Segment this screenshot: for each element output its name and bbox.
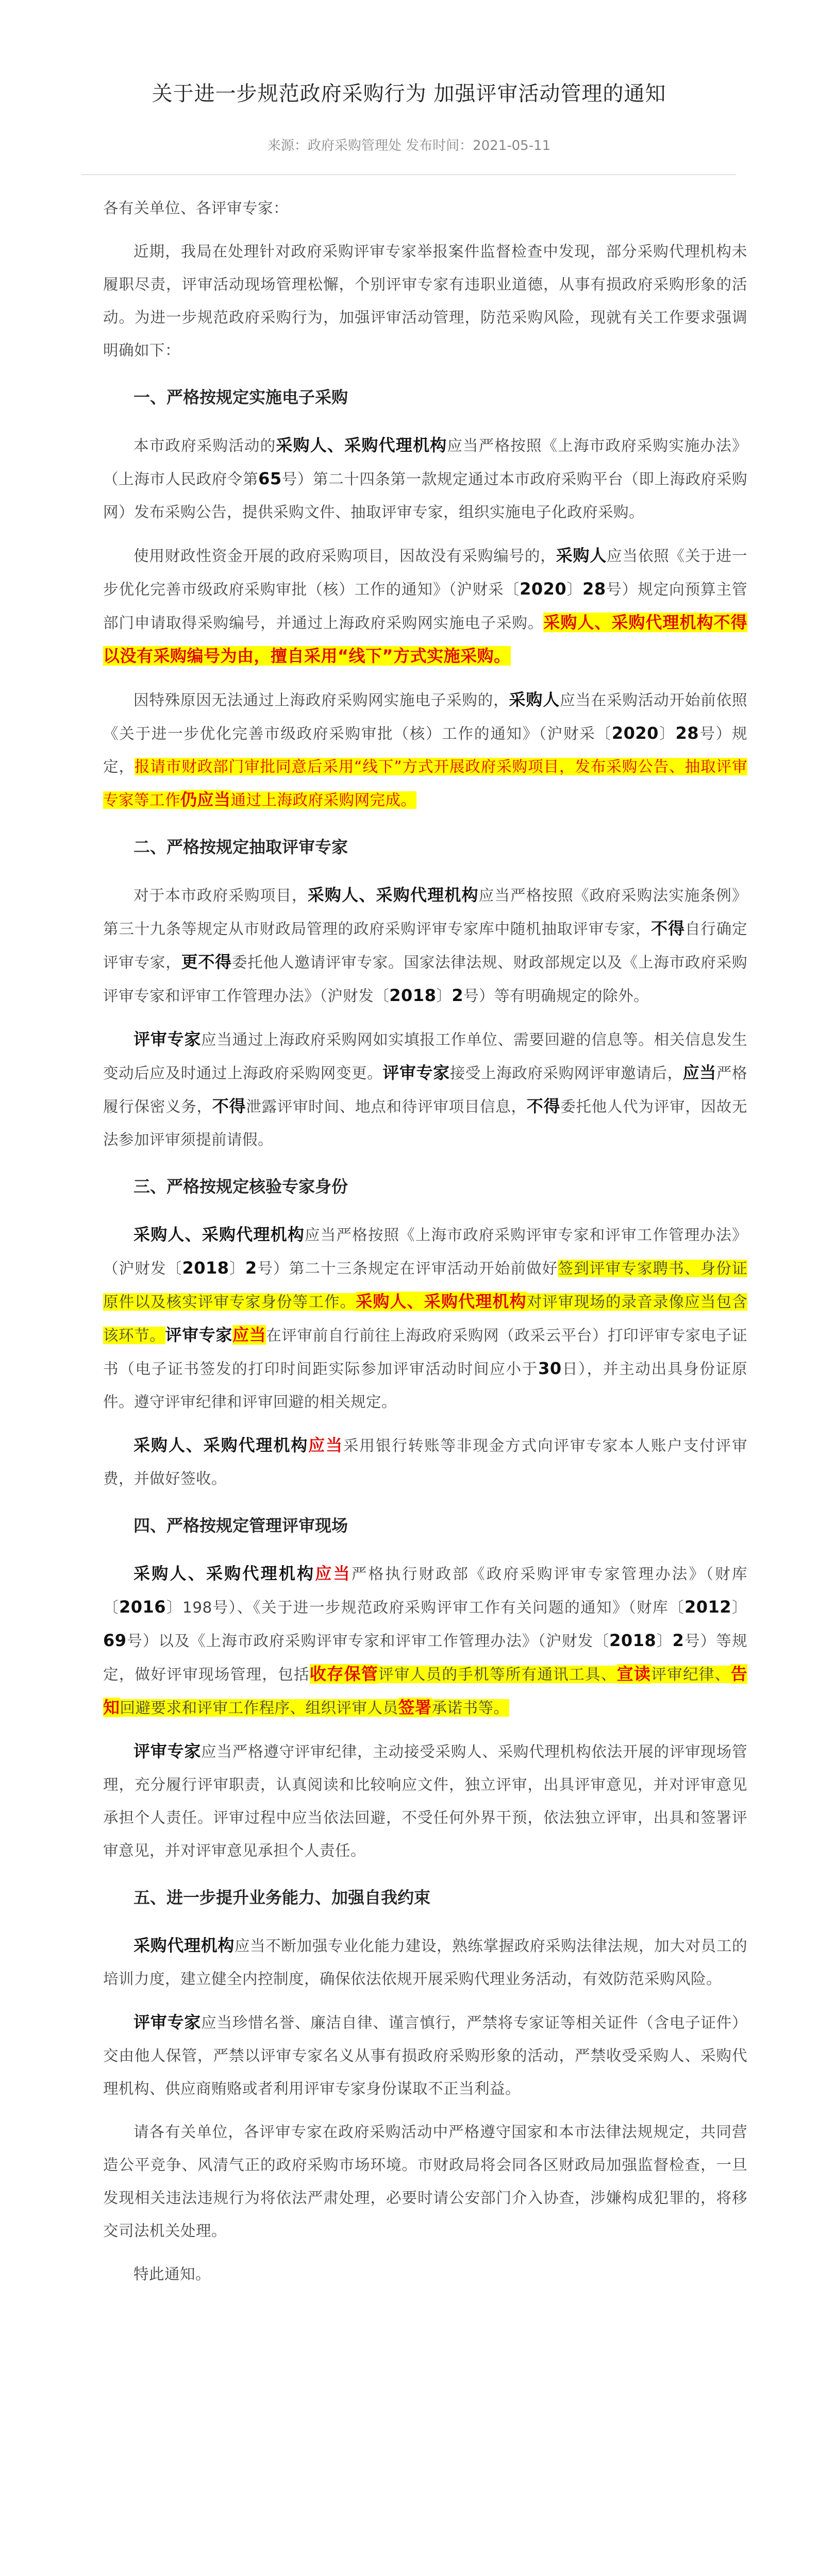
text: 应当不断加强专业化能力建设，熟练掌握政府采购法律法规，加大对员工的培训力度，建立健全内控制度，确保依法依规开展采购代理业务活动，有效防范采购风险。 (103, 1937, 747, 1988)
emphasis: 采购人 (556, 546, 607, 565)
text: 号）规定向预算主管部门申请取得采购编号，并通过上海政府采购网实施电子采购。 (103, 581, 747, 632)
section-1-heading: 一、严格按规定实施电子采购 (133, 387, 348, 407)
text: 自行确定评审专家， (103, 920, 747, 971)
text: 号）规定， (103, 725, 747, 775)
emphasis: 2020 (611, 723, 659, 743)
section-2-paragraph-2 (103, 1023, 747, 1156)
section-1-paragraph-2 (103, 539, 747, 673)
text: 委托他人代为评审，因故无法参加评审须提前请假。 (103, 1098, 747, 1148)
highlight: 报请市财政部门审批同意后采用“线下”方式开展政府采购项目， (134, 758, 575, 775)
text: 〕 (656, 1632, 673, 1650)
emphasis: 评审专家 (165, 1325, 232, 1345)
text: 〕 (658, 725, 676, 742)
highlight: 对评审现场的录音录像应当包含该环节。 (103, 1293, 747, 1344)
salutation: 各有关单位、各评审专家： (103, 199, 289, 217)
publish-meta: 来源：政府采购管理处 发布时间：2021-05-11 (267, 138, 551, 154)
emphasis: 65 (258, 469, 282, 488)
highlight: 承诺书等。 (431, 1699, 509, 1717)
emphasis: 28 (675, 723, 699, 743)
section-2-heading: 二、严格按规定抽取评审专家 (133, 837, 348, 857)
text: 应当严格按照《上海市政府采购评审专家和评审工作管理办法》（沪财发〔 (103, 1226, 747, 1277)
text: 号）以及《上海市政府采购评审专家和评审工作管理办法》（沪财发〔 (126, 1632, 610, 1650)
emphasis: 2018 (182, 1258, 229, 1278)
text: 应当珍惜名誉、廉洁自律、谨言慎行，严禁将专家证等相关证件（含电子证件）交由他人保管，严禁以评审专家名义从事有损政府采购形象的活动，严禁收受采购人、采购代理机构、供应商贿赂或者利用评审专家身份谋取不正当利益。 (103, 2014, 747, 2097)
text: 接受上海政府采购网评审邀请后， (449, 1064, 683, 1082)
closing-note: 特此通知。 (133, 2265, 211, 2283)
text: 〕 (731, 1599, 747, 1616)
text: 对于本市政府采购项目， (133, 887, 308, 904)
highlight: 签署 (398, 1698, 432, 1717)
section-1-paragraph-1 (103, 429, 747, 529)
emphasis: 采购人、采购代理机构 (133, 1225, 305, 1244)
section-1-paragraph-3 (103, 683, 747, 817)
text: 〕 (229, 1260, 245, 1277)
text: 〕198号）、《关于进一步规范政府采购评审工作有关问题的通知》（财库〔 (166, 1599, 685, 1616)
emphasis: 采购代理机构 (133, 1936, 235, 1955)
text: 号）等规定，做好评审现场管理，包括 (103, 1632, 747, 1683)
highlight: 仍应当 (180, 790, 231, 809)
text: 因特殊原因无法通过上海政府采购网实施电子采购的， (133, 691, 509, 709)
emphasis: 评审专家 (133, 1741, 202, 1761)
text: 〕 (566, 581, 583, 598)
emphasis: 更不得 (181, 952, 232, 972)
section-5-heading: 五、进一步提升业务能力、加强自我约束 (133, 1888, 431, 1907)
emphasis: 评审专家 (382, 1063, 450, 1082)
text: 应当通过上海政府采购网如实填报工作单位、需要回避的信息等。相关信息发生变动后应及时通过上海政府采购网变更。 (103, 1031, 747, 1082)
highlight: 采购人、采购代理机构 (356, 1292, 527, 1311)
section-5-paragraph-2 (103, 2006, 747, 2105)
text: 号）第二十三条规定在评审活动开始前做好 (257, 1260, 558, 1277)
section-3-paragraph-1 (103, 1218, 747, 1418)
section-5-paragraph-1 (103, 1929, 747, 1995)
emphasis: 2 (452, 986, 464, 1005)
highlight: 宣读 (616, 1664, 652, 1684)
text: 本市政府采购活动的 (133, 437, 276, 454)
text: 采用银行转账等非现金方式向评审专家本人账户支付评审费，并做好签收。 (103, 1437, 747, 1487)
highlight: 发布采购公告、抽取评审专家等工作 (103, 758, 747, 809)
emphasis: 采购人、采购代理机构 (276, 435, 447, 455)
emphasis: 评审专家 (133, 2012, 202, 2032)
text: 号）第二十四条第一款规定通过本市政府采购平台（即上海政府采购网）发布采购公告，提供采购文件、抽取评审专家，组织实施电子化政府采购。 (103, 470, 747, 521)
emphasis: 采购人、采购代理机构 (307, 885, 479, 905)
emphasis: 30 (538, 1359, 562, 1378)
emphasis: 69 (103, 1631, 127, 1650)
emphasis: 应当 (315, 1564, 352, 1583)
closing-paragraph: 请各有关单位，各评审专家在政府采购活动中严格遵守国家和本市法律法规规定，共同营造公平竞争、风清气正的政府采购市场环境。市财政局将会同各区财政局加强监督检查，一旦发现相关违法违规行为将依法严肃处理，必要时请公安部门介入协查，涉嫌构成犯罪的，将移交司法机关处理。 (103, 2123, 747, 2240)
section-4-heading: 四、严格按规定管理评审现场 (133, 1516, 348, 1535)
highlight: 告知 (103, 1664, 747, 1717)
emphasis: 采购人、采购代理机构 (133, 1564, 315, 1583)
text: 应当严格按照《政府采购法实施条例》第三十九条等规定从市财政局管理的政府采购评审专家库中随机抽取评审专家， (103, 887, 747, 938)
intro-paragraph: 近期，我局在处理针对政府采购评审专家举报案件监督检查中发现，部分采购代理机构未履职尽责，评审活动现场管理松懈，个别评审专家有违职业道德，从事有损政府采购形象的活动。为进一步规范政府采购行为，加强评审活动管理，防范采购风险，现就有关工作要求强调明确如下： (103, 243, 747, 359)
section-3-paragraph-2 (103, 1429, 747, 1495)
highlight: 通过上海政府采购网完成。 (230, 791, 416, 809)
highlight: 签到评审专家聘书、身份证原件以及核实评审专家身份等工作。 (103, 1260, 747, 1311)
emphasis: 2018 (389, 986, 437, 1005)
highlight: 评审纪律、 (651, 1666, 731, 1683)
highlight: 回避要求和评审工作程序、组织评审人员 (120, 1699, 398, 1717)
text: 〕 (436, 987, 452, 1005)
section-2-paragraph-1 (103, 878, 747, 1012)
emphasis: 采购人 (509, 690, 560, 709)
section-3-heading: 三、严格按规定核验专家身份 (133, 1177, 348, 1196)
emphasis: 不得 (212, 1096, 246, 1116)
emphasis: 2018 (609, 1631, 657, 1650)
text: 严格履行保密义务， (103, 1064, 747, 1115)
emphasis: 采购人、采购代理机构 (133, 1435, 309, 1455)
highlight: 收存保管 (309, 1664, 379, 1684)
text: 号）等有明确规定的除外。 (463, 987, 649, 1005)
section-4-paragraph-2 (103, 1735, 747, 1867)
text: 严格执行财政部《政府采购评审专家管理办法》（财库〔 (103, 1565, 747, 1616)
title-divider (81, 174, 736, 175)
emphasis: 2 (672, 1631, 685, 1650)
emphasis: 应当 (682, 1063, 716, 1082)
emphasis: 2 (245, 1258, 257, 1278)
section-4-paragraph-1 (103, 1557, 747, 1724)
text: 应当严格按照《上海市政府采购实施办法》（上海市人民政府令第 (103, 437, 747, 488)
emphasis: 评审专家 (133, 1029, 202, 1049)
highlight: 采购人、采购代理机构不得以没有采购编号为由，擅自采用“线下”方式实施采购。 (103, 613, 747, 666)
emphasis: 2012 (684, 1597, 732, 1617)
highlight: 评审人员的手机等所有通讯工具、 (378, 1666, 617, 1683)
text: 委托他人邀请评审专家。国家法律法规、财政部规定以及《上海市政府采购评审专家和评审工作管理办法》（沪财发〔 (103, 954, 747, 1005)
text: 应当严格遵守评审纪律，主动接受采购人、采购代理机构依法开展的评审现场管理，充分履行评审职责，认真阅读和比较响应文件，独立评审，出具评审意见，并对评审意见承担个人责任。评审过程中应当依法回避，不受任何外界干预，依法独立评审，出具和签署评审意见，并对评审意见承担个人责任。 (103, 1743, 747, 1859)
emphasis: 2016 (119, 1597, 166, 1617)
highlight: 应当 (232, 1325, 266, 1345)
page-title: 关于进一步规范政府采购行为 加强评审活动管理的通知 (152, 82, 666, 106)
emphasis: 应当 (308, 1435, 343, 1455)
text: 应当依照《关于进一步优化完善市级政府采购审批（核）工作的通知》（沪财采〔 (103, 547, 747, 598)
emphasis: 28 (582, 579, 606, 599)
emphasis: 不得 (526, 1096, 561, 1116)
text: 泄露评审时间、地点和待评审项目信息， (246, 1098, 527, 1115)
article-body (103, 192, 747, 2301)
emphasis: 2020 (520, 579, 567, 599)
emphasis: 不得 (651, 919, 685, 938)
text: 在评审前自行前往上海政府采购网（政采云平台）打印评审专家电子证书（电子证书签发的打印时间距实际参加评审活动时间应小于 (103, 1327, 747, 1378)
text: 使用财政性资金开展的政府采购项目，因故没有采购编号的， (133, 547, 556, 565)
text: 应当在采购活动开始前依照《关于进一步优化完善市级政府采购审批（核）工作的通知》（沪财采〔 (103, 691, 747, 742)
text: 日），并主动出具身份证原件。遵守评审纪律和评审回避的相关规定。 (103, 1360, 747, 1411)
